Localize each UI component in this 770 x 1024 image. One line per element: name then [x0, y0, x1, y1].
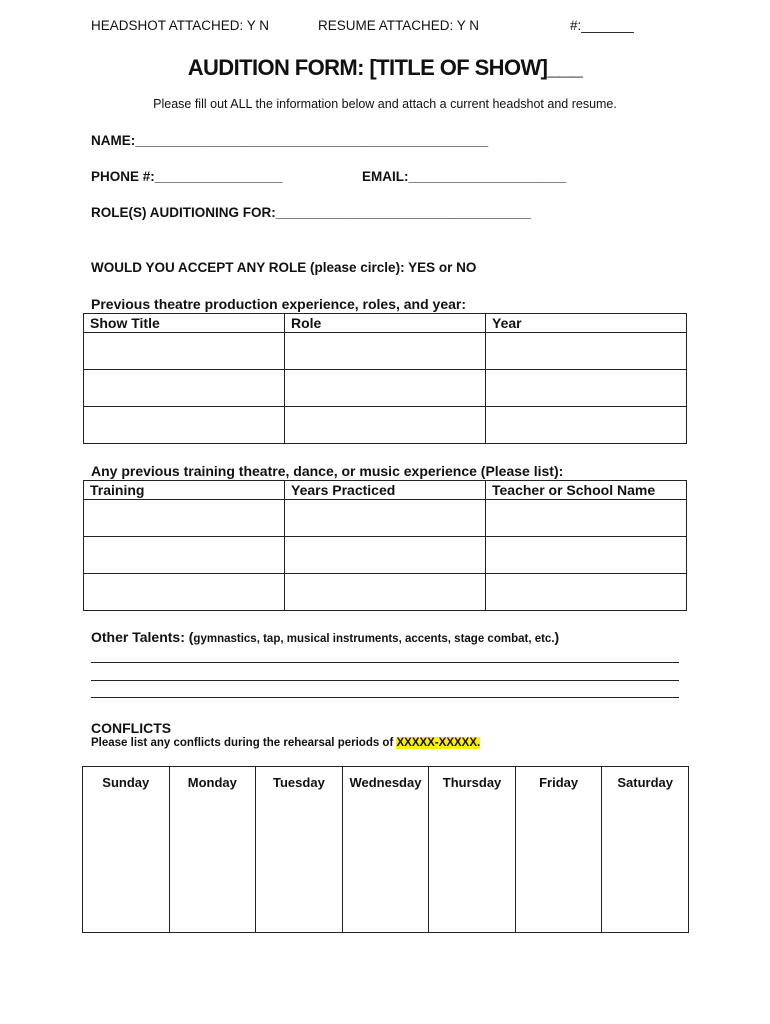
- roles-field[interactable]: ROLE(S) AUDITIONING FOR:__________________________________: [91, 205, 532, 220]
- talents-line[interactable]: [91, 680, 679, 681]
- day-thursday[interactable]: Thursday: [429, 767, 516, 933]
- name-field[interactable]: NAME:_______________________________________________: [91, 133, 489, 148]
- table-cell[interactable]: [486, 574, 687, 611]
- table-cell[interactable]: [285, 407, 486, 444]
- table-cell[interactable]: [486, 500, 687, 537]
- table-row: [84, 537, 687, 574]
- column-header: Teacher or School Name: [486, 481, 687, 500]
- email-field[interactable]: EMAIL:_____________________: [362, 169, 567, 184]
- talents-line[interactable]: [91, 662, 679, 663]
- day-sunday[interactable]: Sunday: [83, 767, 170, 933]
- table-cell[interactable]: [84, 537, 285, 574]
- table-cell[interactable]: [285, 333, 486, 370]
- table-cell[interactable]: [84, 407, 285, 444]
- rehearsal-period: XXXXX-XXXXX.: [396, 737, 481, 749]
- table-cell[interactable]: [486, 407, 687, 444]
- day-wednesday[interactable]: Wednesday: [342, 767, 429, 933]
- headshot-attached-field[interactable]: HEADSHOT ATTACHED: Y N: [91, 18, 270, 33]
- experience-table: [83, 313, 687, 444]
- column-header: Training: [84, 481, 285, 500]
- table-cell[interactable]: [285, 370, 486, 407]
- table-row: [84, 333, 687, 370]
- table-cell[interactable]: [84, 370, 285, 407]
- column-header: Years Practiced: [285, 481, 486, 500]
- column-header: Year: [486, 314, 687, 333]
- accept-any-role-question[interactable]: WOULD YOU ACCEPT ANY ROLE (please circle): YES or NO: [91, 260, 477, 275]
- table-cell[interactable]: [486, 537, 687, 574]
- conflicts-prompt-text: Please list any conflicts during the rehearsal periods of: [91, 737, 397, 749]
- talents-close: ): [554, 629, 560, 645]
- conflicts-prompt: [91, 737, 480, 749]
- talents-line[interactable]: [91, 697, 679, 698]
- talents-examples: gymnastics, tap, musical instruments, accents, stage combat, etc.: [193, 633, 555, 645]
- training-table: [83, 480, 687, 611]
- table-row: [84, 370, 687, 407]
- table-cell[interactable]: [84, 574, 285, 611]
- table-cell[interactable]: [285, 574, 486, 611]
- day-saturday[interactable]: Saturday: [602, 767, 689, 933]
- table-row: [84, 574, 687, 611]
- table-row: [84, 407, 687, 444]
- table-cell[interactable]: [285, 537, 486, 574]
- column-header: Show Title: [84, 314, 285, 333]
- instructions-text: Please fill out ALL the information below and attach a current headshot and resume.: [153, 97, 617, 111]
- table-cell[interactable]: [84, 333, 285, 370]
- conflicts-calendar: [82, 766, 689, 933]
- talents-label-text: Other Talents: (: [91, 629, 194, 645]
- table-cell[interactable]: [486, 370, 687, 407]
- form-title: AUDITION FORM: [TITLE OF SHOW]___: [187, 55, 583, 80]
- other-talents-label: [91, 629, 559, 645]
- column-header: Role: [285, 314, 486, 333]
- resume-attached-field[interactable]: RESUME ATTACHED: Y N: [318, 18, 480, 33]
- table-cell[interactable]: [285, 500, 486, 537]
- conflicts-heading: CONFLICTS: [91, 720, 172, 736]
- day-monday[interactable]: Monday: [169, 767, 256, 933]
- form-number-field[interactable]: #:_______: [570, 18, 634, 33]
- table-row: [84, 500, 687, 537]
- day-friday[interactable]: Friday: [515, 767, 602, 933]
- training-heading: Any previous training theatre, dance, or music experience (Please list):: [91, 463, 564, 479]
- experience-heading: Previous theatre production experience, roles, and year:: [91, 296, 467, 312]
- table-cell[interactable]: [486, 333, 687, 370]
- phone-field[interactable]: PHONE #:_________________: [91, 169, 283, 184]
- day-tuesday[interactable]: Tuesday: [256, 767, 343, 933]
- table-cell[interactable]: [84, 500, 285, 537]
